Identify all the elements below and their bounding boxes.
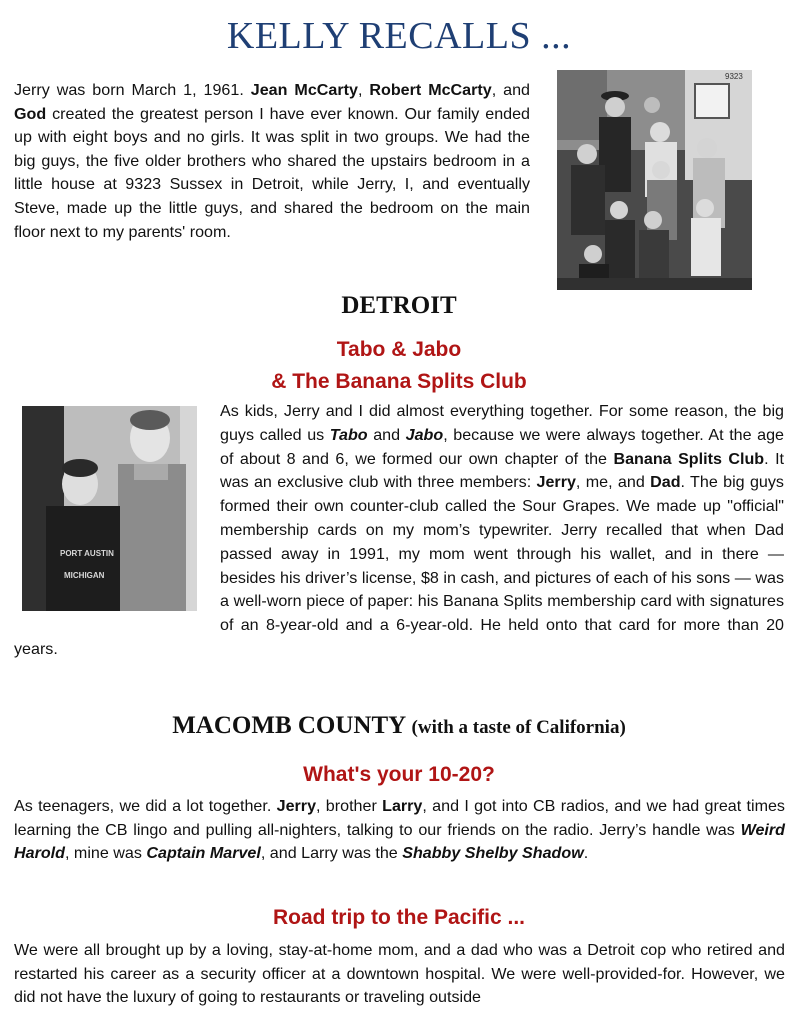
nickname-jabo: Jabo [405,425,444,444]
story-text: . The big guys formed their own counter-club called the Sour Grapes. We made up "official" membership cards on my mom’s typewriter. Jerry recalled that when Dad passed away in 1991, my mom went through his wallet, and in there — besides his driver’s license, $8 in cash, and pictures of each of his sons — was a well-worn piece of paper: his Banana Splits membership card with signatures of an 8-year-old and a 6-year-old. He held onto that card for more than 20 years. [14,473,784,658]
intro-paragraph [14,79,530,244]
story-text: and [367,425,406,444]
story-text: , and I got into CB radios, and we had great times learning the CB lingo and pulling all-nighters, talking to our friends on the radio. Jerry’s handle was [14,797,785,839]
handle-shabby-shelby-shadow: Shabby Shelby Shadow [402,844,584,863]
story-text: . It was an exclusive club with three members: [220,449,785,492]
intro-text: Jerry was born March 1, 1961. [14,81,251,99]
story-text: , because we were always together. At the age of about 8 and 6, we formed our own chapter of the [220,425,784,468]
intro-text: , [357,81,370,99]
cb-radio-paragraph [14,795,785,866]
story-text: , and Larry was the [260,844,403,863]
macomb-subheading: (with a taste of California) [411,717,626,738]
name-robert: Robert McCarty [369,81,492,99]
story-text: As teenagers, we did a lot together. [14,797,277,815]
section-heading-detroit: DETROIT [341,292,457,319]
intro-text: created the greatest person I have ever known. Our family ended up with eight boys and no girls. It was split in two groups. We had the big guys, the five older brothers who shared the upstairs bedroom in a little house at 9323 Sussex in Detroit, while Jerry, I, and eventually Steve, made up the little guys, and shared the bedroom on the main floor next to my parents' room. [14,104,530,241]
story-title-10-20: What's your 10-20? [303,763,495,786]
story-text: , me, and [575,473,651,492]
road-trip-paragraph: We were all brought up by a loving, stay-at-home mom, and a dad who was a Detroit cop who retired and restarted his career as a security officer at a downtown hospital. We were well-provided-for. However, we did not have the luxury of going to restaurants or traveling outside [14,941,785,1007]
club-name: Banana Splits Club [613,449,765,468]
intro-text: , and [491,81,530,99]
story-title-tabo-jabo: Tabo & Jabo [336,338,462,361]
story-text: , brother [316,797,383,815]
handle-captain-marvel: Captain Marvel [146,844,261,863]
member-jerry: Jerry [536,473,576,492]
name-jerry: Jerry [276,797,317,815]
section-heading-macomb [0,712,798,740]
banana-splits-story [14,400,784,662]
svg-text:PORT AUSTIN: PORT AUSTIN [60,549,114,558]
story-title-road-trip: Road trip to the Pacific ... [272,906,526,929]
name-god: God [14,104,47,123]
page-title: KELLY RECALLS ... [226,15,572,57]
story-text: , mine was [64,844,147,863]
story-text: . [583,844,589,863]
svg-text:MICHIGAN: MICHIGAN [64,571,105,580]
photo-float-spacer [14,400,220,626]
story-text: As kids, Jerry and I did almost everything together. For some reason, the big guys called us [220,402,784,444]
family-photo-art [557,70,752,290]
handle-weird-harold: Weird Harold [14,820,785,863]
nickname-tabo: Tabo [329,425,368,444]
member-dad: Dad [650,473,681,492]
name-larry: Larry [382,797,423,815]
macomb-heading-text: MACOMB COUNTY [172,712,406,739]
story-title-banana-splits: & The Banana Splits Club [271,370,527,393]
house-number: 9323 [725,72,743,81]
name-jean: Jean McCarty [250,81,358,99]
family-photo [557,70,752,290]
